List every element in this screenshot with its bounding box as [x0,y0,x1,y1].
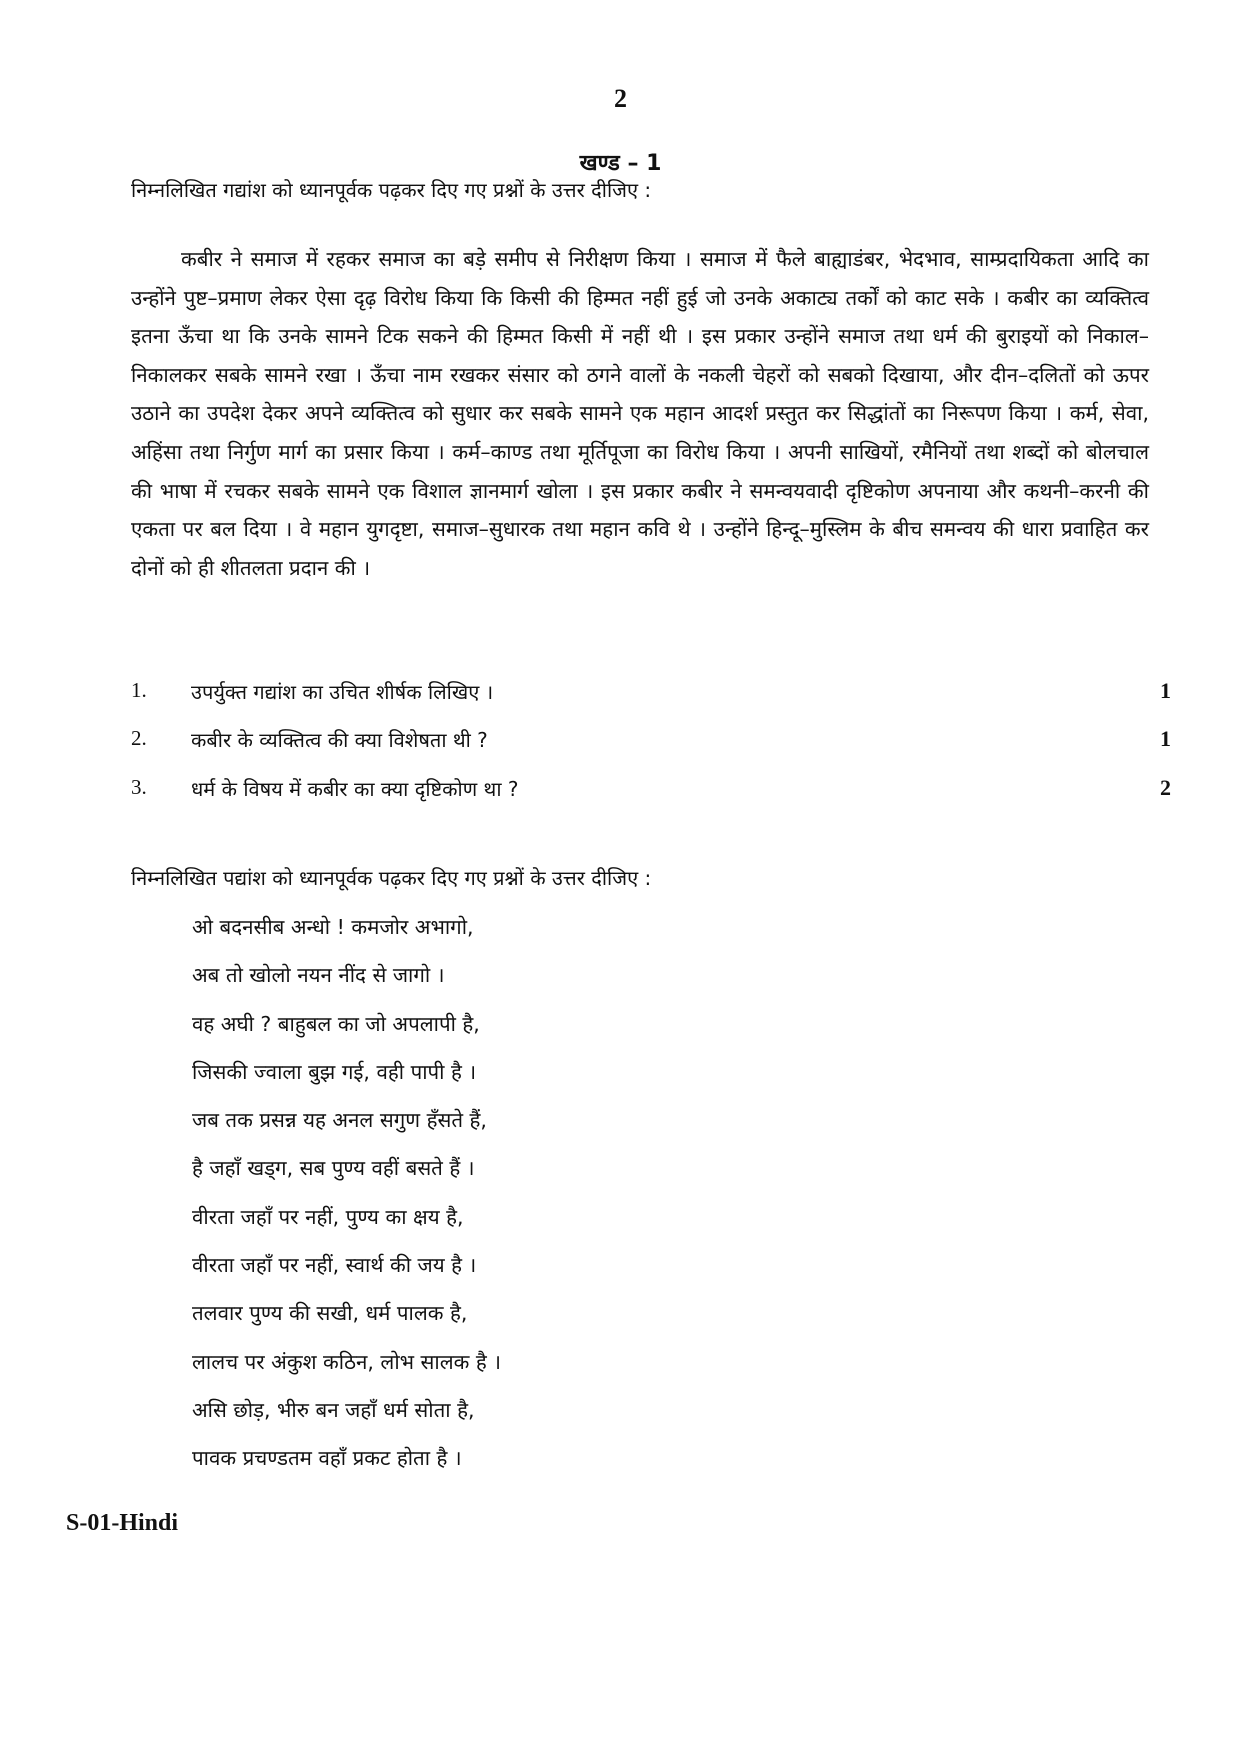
poem-line: लालच पर अंकुश कठिन, लोभ सालक है । [192,1349,502,1374]
poem-line: वीरता जहाँ पर नहीं, स्वार्थ की जय है । [192,1253,477,1278]
poem-line: है जहाँ खड्ग, सब पुण्य वहीं बसते हैं । [192,1156,475,1181]
poem-line: असि छोड़, भीरु बन जहाँ धर्म सोता है, [192,1397,475,1422]
paper-code: S-01-Hindi [66,1510,179,1536]
question-number: 1. [131,678,147,702]
poem-line: वीरता जहाँ पर नहीं, पुण्य का क्षय है, [192,1204,464,1229]
poem [192,912,501,1492]
question-text: उपर्युक्त गद्यांश का उचित शीर्षक लिखिए । [191,680,494,704]
question-marks: 1 [1160,678,1171,703]
question-3 [131,775,1171,809]
question-marks: 2 [1160,775,1171,800]
question-marks: 1 [1160,726,1171,751]
question-text: कबीर के व्यक्तित्व की क्या विशेषता थी ? [191,728,488,752]
verse-instruction: निम्नलिखित पद्यांश को ध्यानपूर्वक पढ़कर दिए गए प्रश्नों के उत्तर दीजिए : [131,866,652,890]
prose-passage: कबीर ने समाज में रहकर समाज का बड़े समीप से निरीक्षण किया । समाज में फैले बाह्याडंबर, भेदभाव, साम्प्रदायिकता आदि का उन्होंने पुष्ट–प्रमाण लेकर ऐसा दृढ़ विरोध किया कि किसी की हिम्मत नहीं हुई जो उनके अकाट्य तर्कों को काट सके । कबीर का व्यक्तित्व इतना ऊँचा था कि उनके सामने टिक सकने की हिम्मत किसी में नहीं थी । इस प्रकार उन्होंने समाज तथा धर्म की बुराइयों को निकाल–निकालकर सबके सामने रखा । ऊँचा नाम रखकर संसार को ठगने वालों के नकली चेहरों को सबको दिखाया, और दीन–दलितों को ऊपर उठाने का उपदेश देकर अपने व्यक्तित्व को सुधार कर सबके सामने एक महान आदर्श प्रस्तुत कर सिद्धांतों का निरूपण किया । कर्म, सेवा, अहिंसा तथा निर्गुण मार्ग का प्रसार किया । कर्म–काण्ड तथा मूर्तिपूजा का विरोध किया । अपनी साखियों, रमैनियों तथा शब्दों को बोलचाल की भाषा में रचकर सबके सामने एक विशाल ज्ञानमार्ग खोला । इस प्रकार कबीर ने समन्वयवादी दृष्टिकोण अपनाया और कथनी–करनी की एकता पर बल दिया । वे महान युगदृष्टा, समाज–सुधारक तथा महान कवि थे । उन्होंने हिन्दू–मुस्लिम के बीच समन्वय की धारा प्रवाहित कर दोनों को ही शीतलता प्रदान की । [131,247,1149,580]
question-number: 3. [131,775,147,799]
poem-line: अब तो खोलो नयन नींद से जागो । [192,963,445,988]
poem-line: ओ बदनसीब अन्धो ! कमजोर अभागो, [192,915,474,939]
question-2 [131,726,1171,760]
question-text: धर्म के विषय में कबीर का क्या दृष्टिकोण था ? [191,777,519,801]
poem-line: पावक प्रचण्डतम वहाँ प्रकट होता है । [192,1446,462,1471]
poem-line: वह अघी ? बाहुबल का जो अपलापी है, [192,1011,480,1036]
prose-instruction: निम्नलिखित गद्यांश को ध्यानपूर्वक पढ़कर दिए गए प्रश्नों के उत्तर दीजिए : [131,178,652,202]
page-number: 2 [614,84,627,113]
section-title: खण्ड – 1 [579,151,662,176]
question-number: 2. [131,726,147,750]
poem-line: जब तक प्रसन्न यह अनल सगुण हँसते हैं, [192,1108,487,1133]
question-1 [131,678,1171,712]
poem-line: तलवार पुण्य की सखी, धर्म पालक है, [192,1301,468,1326]
poem-line: जिसकी ज्वाला बुझ गई, वही पापी है । [192,1059,477,1084]
